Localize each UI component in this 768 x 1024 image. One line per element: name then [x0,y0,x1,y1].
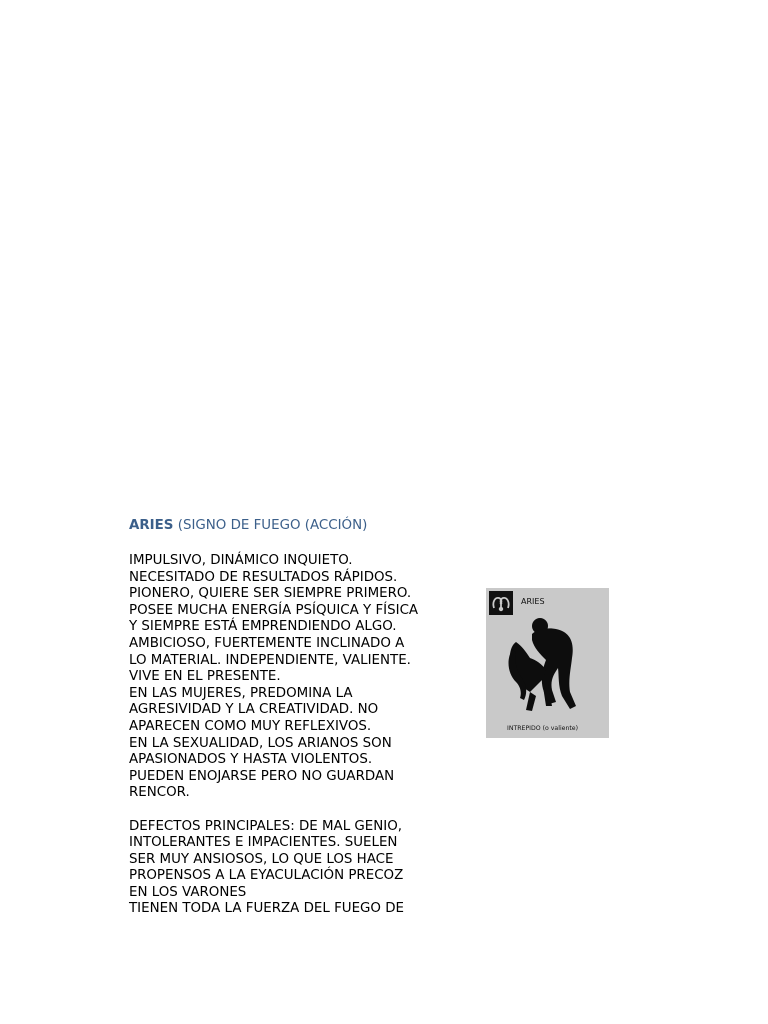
text-line: EN LAS MUJERES, PREDOMINA LA [129,685,353,701]
text-line: PROPENSOS A LA EYACULACIÓN PRECOZ [129,868,404,884]
text-line: EN LOS VARONES [129,884,247,900]
text-line: INTOLERANTES E IMPACIENTES. SUELEN [129,835,398,851]
sign-name: ARIES [129,518,174,533]
text-line: APASIONADOS Y HASTA VIOLENTOS. [129,752,373,768]
text-line: SER MUY ANSIOSOS, LO QUE LOS HACE [129,851,394,867]
section-heading [129,517,367,535]
text-line: NECESITADO DE RESULTADOS RÁPIDOS. [129,569,398,585]
ram-icon [489,591,513,615]
text-line: POSEE MUCHA ENERGÍA PSÍQUICA Y FÍSICA [129,602,419,618]
text-line: PIONERO, QUIERE SER SIEMPRE PRIMERO. [129,586,412,602]
aries-illustration [486,588,609,738]
text-line: LO MATERIAL. INDEPENDIENTE, VALIENTE. [129,652,411,668]
text-line: AGRESIVIDAD Y LA CREATIVIDAD. NO [129,702,379,718]
text-line: Y SIEMPRE ESTÁ EMPRENDIENDO ALGO. [129,619,397,635]
paragraph-gap [129,802,449,819]
text-line: RENCOR. [129,785,190,801]
figure-caption: INTREPIDO (o valiente) [507,725,579,732]
text-line: VIVE EN EL PRESENTE. [129,669,281,685]
figure-label: ARIES [521,597,545,606]
text-line: IMPULSIVO, DINÁMICO INQUIETO. [129,553,353,568]
text-line: PUEDEN ENOJARSE PERO NO GUARDAN [129,768,395,784]
text-line: AMBICIOSO, FUERTEMENTE INCLINADO A [129,635,405,651]
text-line: APARECEN COMO MUY REFLEXIVOS. [129,718,372,734]
figures-silhouette-icon [509,618,576,711]
text-line: DEFECTOS PRINCIPALES: DE MAL GENIO, [129,818,403,834]
text-line: EN LA SEXUALIDAD, LOS ARIANOS SON [129,735,392,751]
sign-subtitle: (SIGNO DE FUEGO (ACCIÓN) [177,518,368,533]
description-text [129,553,449,918]
text-line: TIENEN TODA LA FUERZA DEL FUEGO DE [129,901,404,917]
